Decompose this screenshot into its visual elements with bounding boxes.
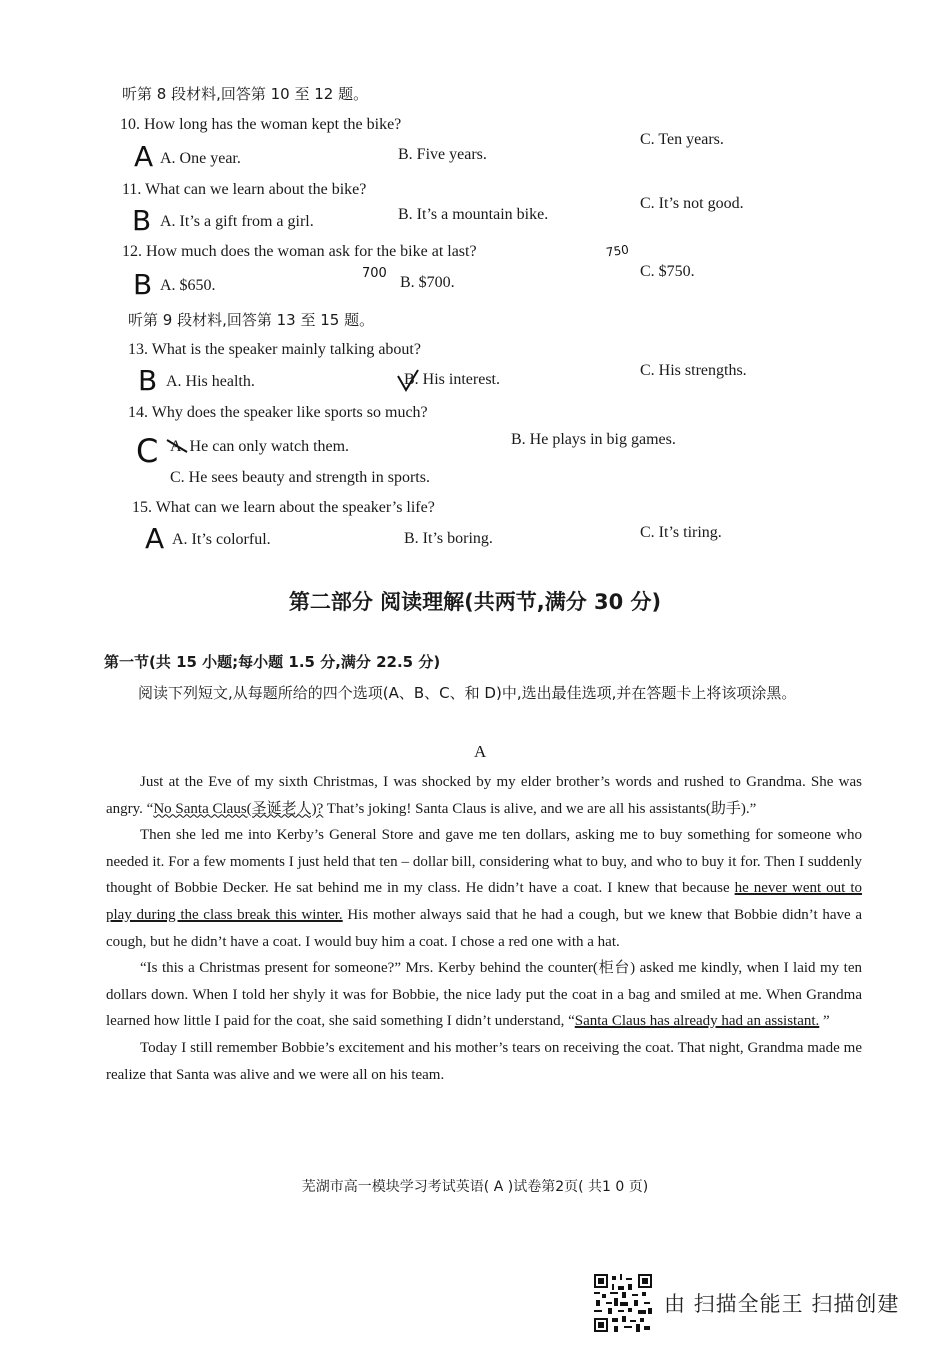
option-12b: B. $700. bbox=[400, 274, 455, 291]
question-11: 11. What can we learn about the bike? bbox=[122, 181, 367, 198]
passage-paragraph-3 bbox=[106, 955, 862, 1035]
listening-intro-8: 听第 8 段材料,回答第 10 至 12 题。 bbox=[122, 85, 369, 103]
option-13a: A. His health. bbox=[166, 373, 255, 390]
option-15c: C. It’s tiring. bbox=[640, 524, 722, 541]
reading-instruction: 阅读下列短文,从每题所给的四个选项(A、B、C、和 D)中,选出最佳选项,并在答题卡上将该项涂黑。 bbox=[138, 684, 797, 702]
qr-code-icon bbox=[594, 1274, 652, 1332]
passage-paragraph-1 bbox=[106, 769, 862, 822]
handwritten-answer-10: A bbox=[134, 140, 154, 173]
option-15a: A. It’s colorful. bbox=[172, 531, 271, 548]
handwritten-answer-15: A bbox=[145, 522, 165, 555]
option-10a: A. One year. bbox=[160, 150, 241, 167]
option-10c: C. Ten years. bbox=[640, 131, 724, 148]
option-14b: B. He plays in big games. bbox=[511, 431, 676, 448]
option-14a: A. He can only watch them. bbox=[170, 438, 350, 455]
option-13c: C. His strengths. bbox=[640, 362, 747, 379]
passage-paragraph-4: Today I still remember Bobbie’s excitement and his mother’s tears on receiving the coat. That night, Grandma made me realize that Santa was alive and we were all on his team. bbox=[106, 1039, 862, 1083]
question-10: 10. How long has the woman kept the bike? bbox=[120, 116, 402, 133]
passage-label: A bbox=[474, 742, 487, 761]
handwritten-answer-12: B bbox=[133, 268, 153, 301]
paragraph-3-end: ” bbox=[819, 1013, 830, 1030]
question-14: 14. Why does the speaker like sports so much? bbox=[128, 404, 428, 421]
paragraph-1-end: That’s joking! Santa Claus is alive, and we are all his assistants(助手).” bbox=[323, 800, 757, 817]
option-11c: C. It’s not good. bbox=[640, 195, 744, 212]
handwritten-note-700: 700 bbox=[362, 266, 387, 281]
underlined-phrase-no-santa: No Santa Claus(圣诞老人)? bbox=[153, 800, 324, 817]
option-12c: C. $750. bbox=[640, 263, 695, 280]
section-one-heading: 第一节(共 15 小题;每小题 1.5 分,满分 22.5 分) bbox=[104, 653, 441, 671]
underlined-phrase-class-break: he never went out to play during the class break this winter. bbox=[106, 880, 862, 923]
handwritten-answer-11: B bbox=[132, 204, 152, 237]
question-12: 12. How much does the woman ask for the bike at last? bbox=[122, 243, 477, 260]
paragraph-2-end: His mother always said that he had a cough, but we knew that Bobbie didn’t have a cough, but he didn’t have a coat. I would buy him a coat. I chose a red one with a hat. bbox=[106, 906, 862, 950]
option-12a: A. $650. bbox=[160, 277, 216, 294]
paragraph-2-start: Then she led me into Kerby’s General Store and gave me ten dollars, asking me to buy something for someone who needed it. For a few moments I just held that ten – dollar bill, considering what to buy, and who to buy it for. Then I suddenly thought of Bobbie Decker. He sat behind me in my class. He didn’t have a coat. I knew that because bbox=[106, 827, 862, 897]
option-10b: B. Five years. bbox=[398, 146, 487, 163]
part-two-title: 第二部分 阅读理解(共两节,满分 30 分) bbox=[288, 590, 662, 614]
listening-intro-9: 听第 9 段材料,回答第 13 至 15 题。 bbox=[128, 311, 375, 329]
handwritten-note-750: 750 bbox=[605, 242, 630, 260]
passage-a bbox=[106, 769, 862, 1088]
question-15: 15. What can we learn about the speaker’s life? bbox=[132, 499, 435, 516]
option-15b: B. It’s boring. bbox=[404, 530, 493, 547]
scanner-watermark bbox=[594, 1274, 899, 1332]
handwritten-answer-13: B bbox=[138, 364, 158, 397]
option-14c: C. He sees beauty and strength in sports. bbox=[170, 469, 430, 486]
paragraph-1-start: Just at the Eve of my sixth Christmas, I was shocked by my elder brother’s words and rushed to Grandma. She was angry. “ bbox=[106, 774, 862, 817]
paragraph-3-start: “Is this a Christmas present for someone?” Mrs. Kerby behind the counter(柜台) asked me kindly, when I laid my ten dollars down. When I told her shyly it was for Bobbie, the nice lady put the coat in a bag and smiled at me. When Grandma learned how little I paid for the coat, she said something I didn’t understand, “ bbox=[106, 960, 862, 1030]
option-11a: A. It’s a gift from a girl. bbox=[160, 213, 314, 230]
handwritten-answer-14: C bbox=[136, 432, 159, 470]
passage-paragraph-2 bbox=[106, 822, 862, 955]
page-footer: 芜湖市高一模块学习考试英语( A )试卷第2页( 共1 0 页) bbox=[301, 1179, 649, 1195]
watermark-text: 由 扫描全能王 扫描创建 bbox=[664, 1292, 900, 1316]
underlined-phrase-assistant: Santa Claus has already had an assistant. bbox=[574, 1013, 820, 1030]
option-13b: B. His interest. bbox=[404, 371, 500, 388]
question-13: 13. What is the speaker mainly talking about? bbox=[128, 341, 421, 358]
option-11b: B. It’s a mountain bike. bbox=[398, 206, 549, 223]
